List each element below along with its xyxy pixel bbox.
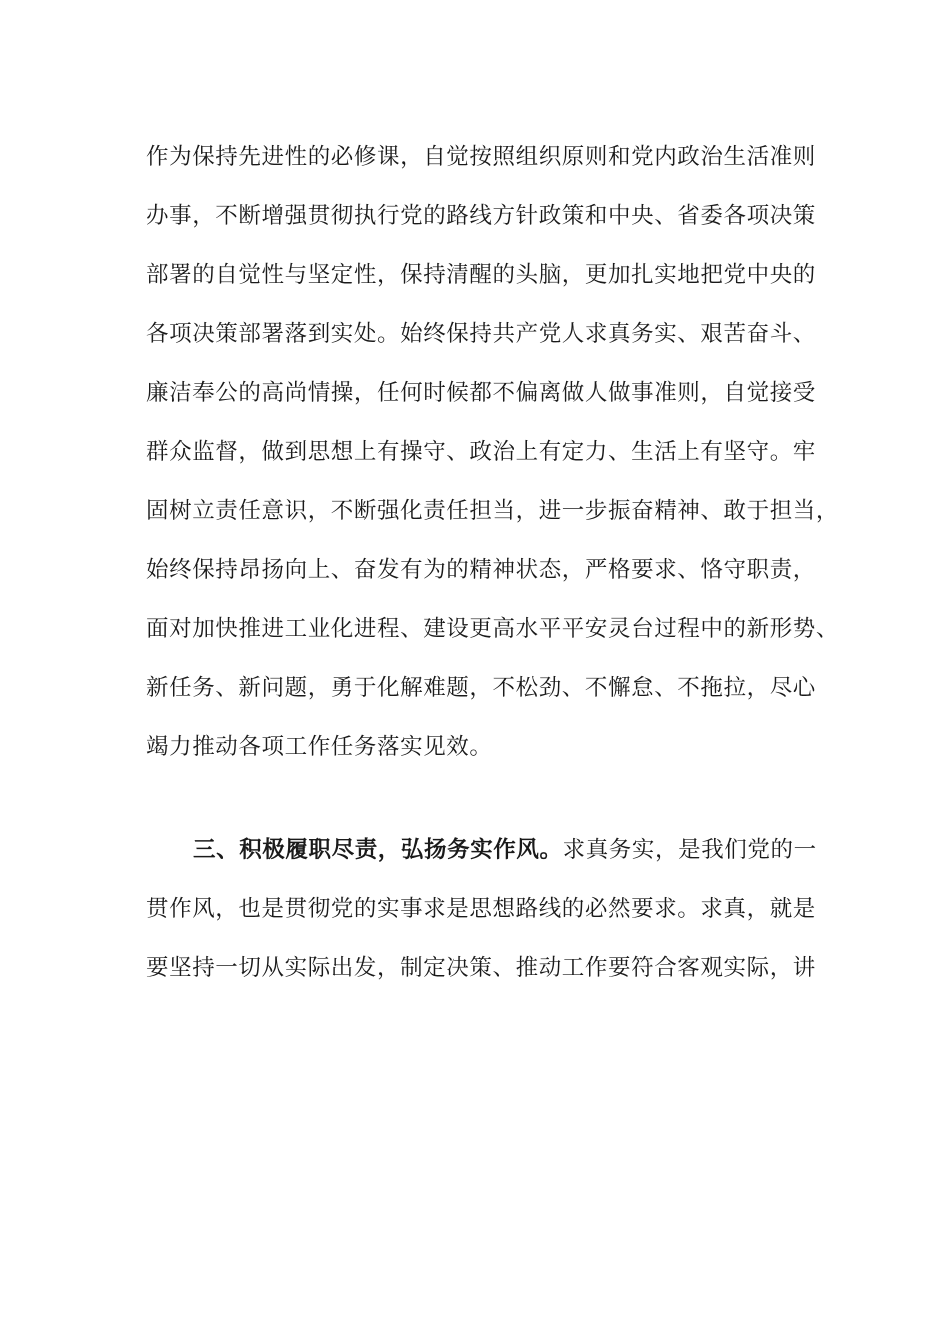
- paragraph-2: [146, 821, 817, 998]
- paragraph-spacer: [146, 777, 806, 821]
- document-body: [146, 128, 840, 998]
- text-line: 始终保持昂扬向上、奋发有为的精神状态，严格要求、恪守职责，: [146, 557, 816, 583]
- text-line: 竭力推动各项工作任务落实见效。: [146, 734, 493, 760]
- text-line: 部署的自觉性与坚定性，保持清醒的头脑，更加扎实地把党中央的: [146, 262, 816, 288]
- text-line: 面对加快推进工业化进程、建设更高水平平安灵台过程中的新形势、: [146, 616, 840, 642]
- text-line: 新任务、新问题，勇于化解难题，不松劲、不懈怠、不拖拉，尽心: [146, 675, 816, 701]
- paragraph-1: [146, 128, 840, 777]
- text-line: 贯作风，也是贯彻党的实事求是思想路线的必然要求。求真，就是: [146, 896, 816, 922]
- text-line: 群众监督，做到思想上有操守、政治上有定力、生活上有坚守。牢: [146, 439, 816, 465]
- text-line: 廉洁奉公的高尚情操，任何时候都不偏离做人做事准则，自觉接受: [146, 380, 816, 406]
- text-line: 作为保持先进性的必修课，自觉按照组织原则和党内政治生活准则: [146, 144, 816, 170]
- text-line: 各项决策部署落到实处。始终保持共产党人求真务实、艰苦奋斗、: [146, 321, 816, 347]
- text-line: 办事，不断增强贯彻执行党的路线方针政策和中央、省委各项决策: [146, 203, 816, 229]
- section-heading: 三、积极履职尽责，弘扬务实作风。: [193, 837, 563, 863]
- text-line: 要坚持一切从实际出发，制定决策、推动工作要符合客观实际，讲: [146, 955, 816, 981]
- text-line: 固树立责任意识，不断强化责任担当，进一步振奋精神、敢于担当，: [146, 498, 840, 524]
- text-line-with-heading: [146, 821, 817, 880]
- heading-line-rest: 求真务实，是我们党的一: [562, 837, 817, 863]
